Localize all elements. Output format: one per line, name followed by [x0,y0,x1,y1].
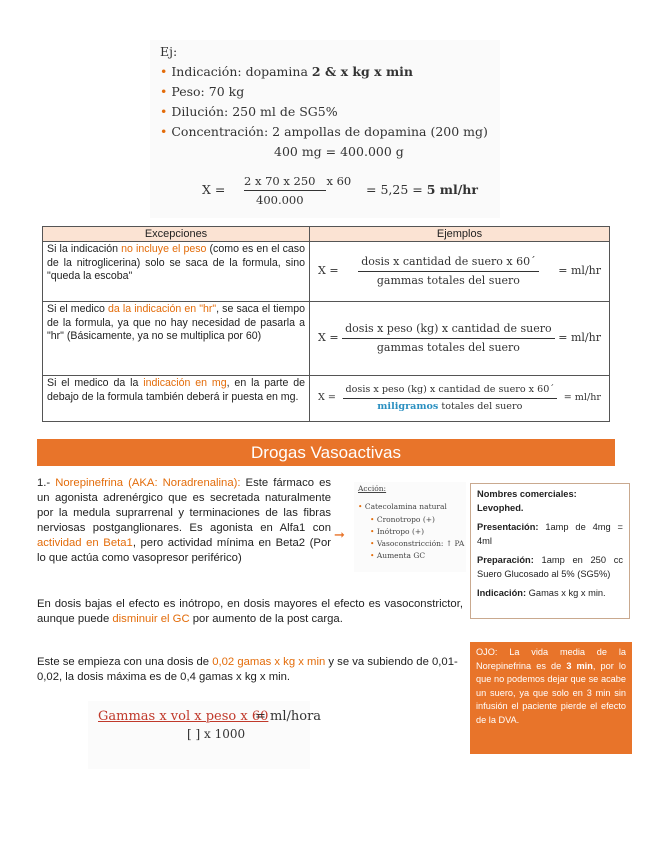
dose-range-paragraph: Este se empieza con una dosis de 0,02 gamas x kg x min y se va subiendo de 0,01-0,02, la dosis máxima es de 0,4 gamas x kg x min. [37,656,458,683]
example-ej: Ej: [160,44,178,59]
example-bullet: • Indicación: dopamina 2 & x kg x min [160,64,414,79]
table-row [43,376,610,422]
exception-text: Si el medico da la indicación en mg, en la parte de debajo de la formula también deberá ir puesta en mg. [43,376,310,422]
table-header: Excepciones [43,227,310,242]
intro-paragraph: 1.- Norepinefrina (AKA: Noradrenalina): Este fármaco es un agonista adrenérgico que es secretada naturalmente por la medula suprarrenal y terminaciones de las fibras nerviosas postganglionares. Es agonista en Alfa1 con actividad en Beta1, pero actividad mínima en Beta2 (Por lo que actúa como vasopresor periférico) [37,477,331,564]
example-image [150,40,500,218]
example-formula: X = $\frac{\text{dosis x peso (kg) x cantidad de suero}}{\text{gammas totales del suero}}$ = ml/hr [310,302,610,376]
table-row [43,302,610,376]
example-fraction-bar [244,190,326,191]
example-bullet: • Dilución: 250 ml de SG5% [160,104,338,119]
arrow-right-icon: ➞ [334,527,345,542]
exception-text: Si la indicación no incluye el peso (como es en el caso de la nitroglicerina) solo se saca de la formula, sino "queda la escoba" [43,242,310,302]
exceptions-table [42,226,610,422]
example-formula-result: = 5,25 = 5 ml/hr [366,182,478,197]
example-conversion: 400 mg = 400.000 g [274,144,404,159]
warning-box: OJO: La vida media de la Norepinefrina es de 3 min, por lo que no podemos dejar que se acabe un suero, ya que solo en 3 min sin infusión el paciente pierde el efecto de la DVA. [470,642,632,754]
accion-image: Acción: • Catecolamina natural • Cronotropo (+) • Inótropo (+) • Vasoconstricción: ↑ PA • Aumenta GC [354,482,466,572]
dose-effect-paragraph: En dosis bajas el efecto es inótropo, en dosis mayores el efecto es vasoconstrictor, aunque puede disminuir el GC por aumento de la post carga. [37,598,463,625]
example-formula-x: X = [202,182,226,197]
exception-text: Si el medico da la indicación en "hr", se saca el tiempo de la formula, ya que no hay necesidad de pasarla a "hr" (Básicamente, ya no se multiplica por 60) [43,302,310,376]
example-formula-num: 2 x 70 x 250 x 60 [244,174,352,188]
table-header: Ejemplos [310,227,610,242]
example-bullet: • Peso: 70 kg [160,84,245,99]
example-formula-den: 400.000 [256,193,304,207]
table-row [43,242,610,302]
side-info-panel: Nombres comerciales: Levophed. Presentación: 1amp de 4mg = 4ml Preparación: 1amp en 250 cc Suero Glucosado al 5% (SG5%) Indicación: Gamas x kg x min. [470,483,630,619]
example-formula: X = $\frac{\text{dosis x peso (kg) x cantidad de suero x 60´}}{\text{miligramos totales del suero}}$ = ml/hr [310,376,610,422]
example-formula: X = $\frac{\text{dosis x cantidad de suero x 60´}}{\text{gammas totales del suero}}$ = ml/hr [310,242,610,302]
bottom-formula-image: Gammas x vol x peso x 60 = ml/hora [ ] x 1000 [88,701,310,769]
example-bullet: • Concentración: 2 ampollas de dopamina (200 mg) [160,124,488,139]
section-banner: Drogas Vasoactivas [37,439,615,466]
